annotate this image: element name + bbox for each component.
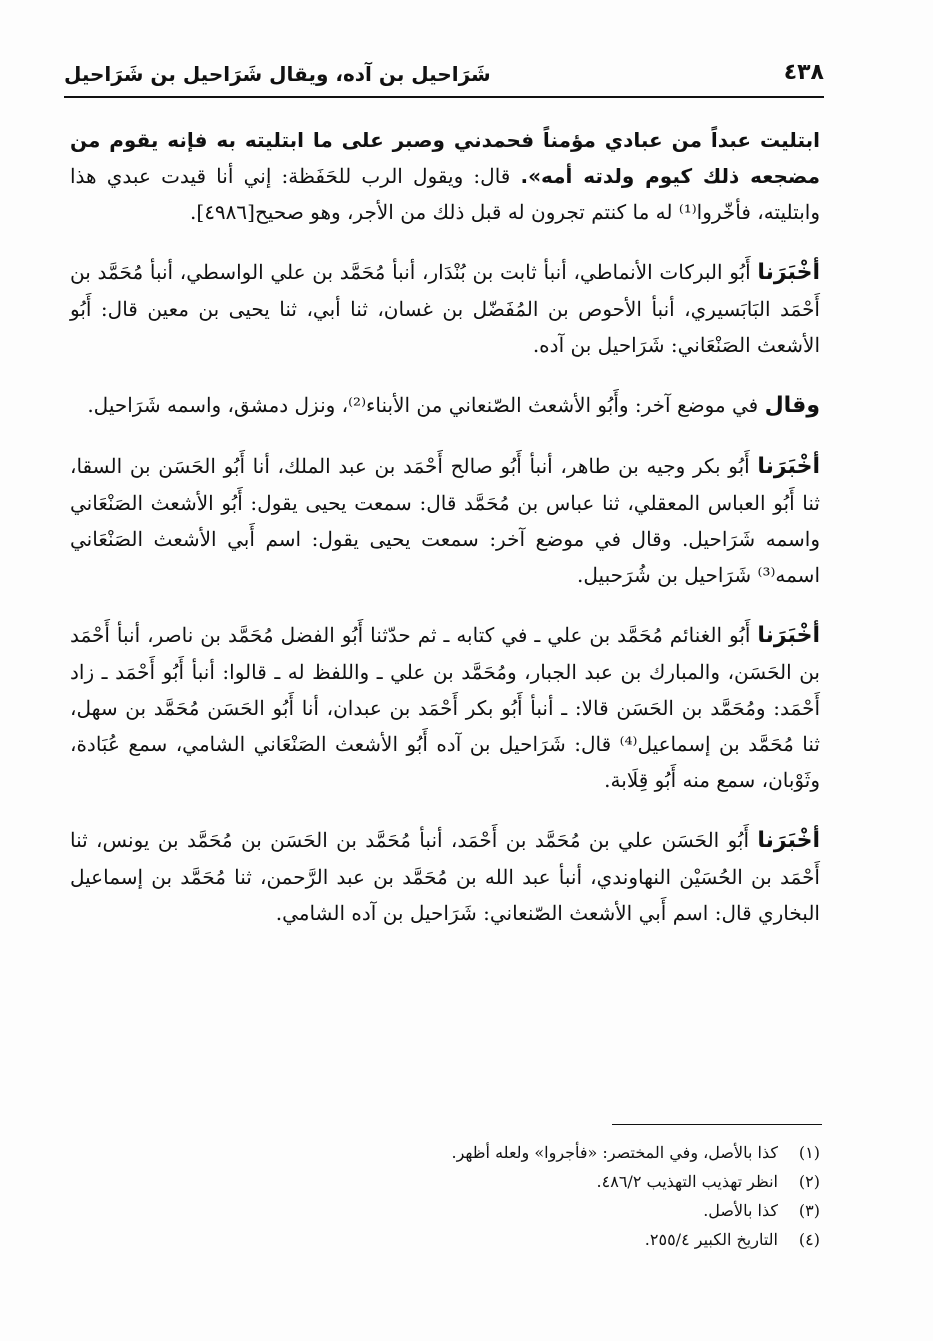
main-text [70,122,820,955]
paragraph-5-text: أَبُو الغنائم مُحَمَّد بن علي ـ في كتابه ـ ثم حدّثنا أَبُو الفضل مُحَمَّد بن ناصر، أنبأ أَحْمَد بن الحَسَن، والمبارك بن عبد الجبار، ومُحَمَّد بن علي ـ واللفظ له ـ قالوا: أنبأ أَبُو أَحْمَد ـ زاد أَحْمَد: ومُحَمَّد بن الحَسَن قالا: ـ أنبأ أَبُو بكر أَحْمَد بن عبدان، أنا أَبُو الحَسَن مُحَمَّد بن سهل، ثنا مُحَمَّد بن إسماعيل⁽⁴⁾ قال: شَرَاحيل بن آده أَبُو الأشعث الصَنْعَاني الشامي، سمع عُبَادة، وثَوْبان، سمع منه أَبُو قِلَابة. [70,623,820,792]
paragraph-3-text: في موضع آخر: وأَبُو الأشعث الصّنعاني من الأبناء⁽²⁾، ونزل دمشق، واسمه شَرَاحيل. [87,393,765,417]
header-divider [64,96,824,98]
footnote-4 [300,1225,820,1254]
footnotes [300,1138,820,1254]
paragraph-5 [70,617,820,798]
paragraph-6-text: أَبُو الحَسَن علي بن مُحَمَّد بن أَحْمَد، أنبأ مُحَمَّد بن الحَسَن بن مُحَمَّد بن يونس، ثنا أَحْمَد بن الحُسَيْن النهاوندي، أنبأ عبد الله بن مُحَمَّد بن عبد الرَّحمن، ثنا مُحَمَّد بن إسماعيل البخاري قال: اسم أَبي الأشعث الصّنعاني: شَرَاحيل بن آده الشامي. [70,828,820,925]
running-title: شَرَاحيل بن آده، ويقال شَرَاحيل بن شَرَاحيل [64,62,491,86]
footnote-divider [612,1124,822,1125]
paragraph-1-bold: ابتليت عبداً من عبادي مؤمناً فحمدني وصبر على ما ابتليته به فإنه يقوم من مضجعه ذلك كيوم ولدته أمه». [70,128,820,188]
paragraph-3-lead: وقال [764,393,820,418]
paragraph-2-lead: أخْبَرَنا [757,260,820,285]
paragraph-6 [70,822,820,931]
paragraph-2-text: أَبُو البركات الأنماطي، أنبأ ثابت بن بُنْدَار، أنبأ مُحَمَّد بن علي الواسطي، أنبأ مُحَمَّد بن أَحْمَد البَابَسيري، أنبأ الأحوص بن المُفَضّل بن غسان، ثنا أبي، ثنا يحيى بن معين قال: أَبُو الأشعث الصَنْعَاني: شَرَاحيل بن آده. [70,260,820,357]
paragraph-4-text: أَبُو بكر وجيه بن طاهر، أنبأ أَبُو صالح أَحْمَد بن عبد الملك، أنا أَبُو الحَسَن بن السقا، ثنا أَبُو العباس المعقلي، ثنا عباس بن مُحَمَّد قال: سمعت يحيى يقول: أَبُو الأشعث الصَنْعَاني واسمه شَرَاحيل. وقال في موضع آخر: سمعت يحيى يقول: اسم أَبي الأشعث الصَنْعَاني اسمه⁽³⁾ شَرَاحيل بن شُرَحبيل. [70,454,820,587]
paragraph-6-lead: أخْبَرَنا [757,828,820,853]
footnote-3 [300,1196,820,1225]
footnote-number: (٢) [798,1172,820,1191]
paragraph-4 [70,448,820,593]
footnote-number: (٣) [798,1201,820,1220]
footnote-text: كذا بالأصل، وفي المختصر: «فأجروا» ولعله أظهر. [451,1143,778,1162]
paragraph-1-text: قال: ويقول الرب للحَفَظة: إني أنا قيدت عبدي هذا وابتليته، فأخّروا⁽¹⁾ له ما كنتم تجرون له قبل ذلك من الأجر، وهو صحيح[٤٩٨٦]. [70,164,820,224]
footnote-2 [300,1167,820,1196]
paragraph-3 [70,387,820,424]
footnote-text: التاريخ الكبير ٢٥٥/٤. [644,1230,778,1249]
page-number: ٤٣٨ [783,60,824,85]
footnote-number: (١) [798,1143,820,1162]
paragraph-1 [70,122,820,230]
page-header [64,60,824,94]
paragraph-2 [70,254,820,363]
footnote-1 [300,1138,820,1167]
footnote-text: انظر تهذيب التهذيب ٤٨٦/٢. [596,1172,778,1191]
footnote-number: (٤) [798,1230,820,1249]
footnote-text: كذا بالأصل. [703,1201,778,1220]
paragraph-5-lead: أخْبَرَنا [757,623,820,648]
paragraph-4-lead: أخْبَرَنا [757,454,820,479]
